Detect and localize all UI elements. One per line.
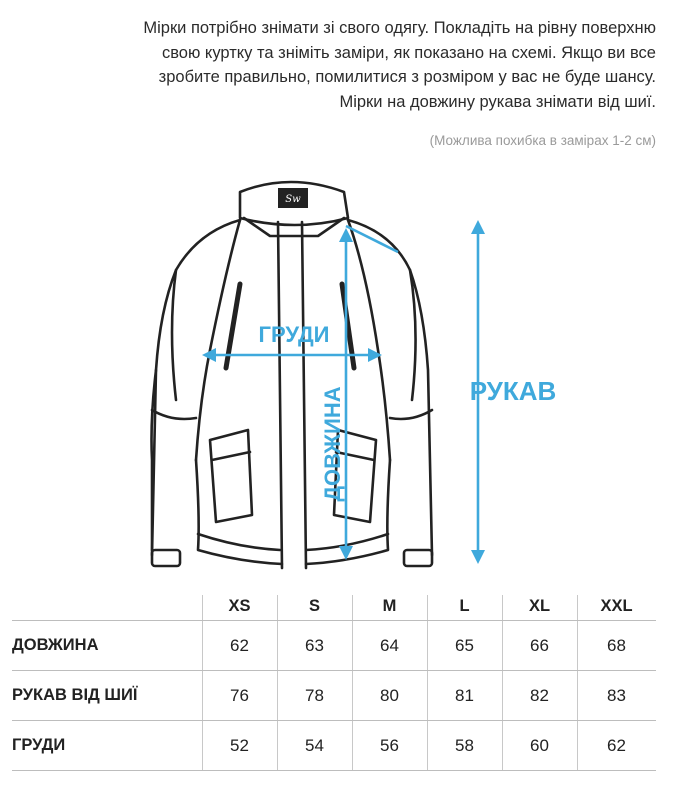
size-table [12,595,656,771]
size-header-s: S [308,597,320,615]
value-length-m: 64 [380,635,399,655]
value-sleeve-xl: 82 [530,685,549,705]
size-header-xl: XL [528,597,551,615]
value-sleeve-xs: 76 [230,685,249,705]
value-sleeve-s: 78 [305,685,324,705]
intro-line-1: Мірки потрібно знімати зі свого одягу. Покладіть на рівну поверхню [143,19,656,37]
sleeve-arrow-top-head [471,220,485,234]
row-label-sleeve: РУКАВ ВІД ШИЇ [12,686,138,704]
row-label-length: ДОВЖИНА [12,636,99,654]
size-header-l: L [459,597,470,615]
chest-label: ГРУДИ [258,322,330,347]
intro-text [16,16,656,114]
value-sleeve-m: 80 [380,685,399,705]
sleeve-label: РУКАВ [469,376,557,406]
value-chest-l: 58 [455,735,474,755]
measurement-error-note: (Можлива похибка в замірах 1-2 см) [429,133,656,148]
value-chest-xs: 52 [230,735,249,755]
value-length-xl: 66 [530,635,549,655]
logo-text: Sw [285,194,301,205]
value-chest-xl: 60 [530,735,549,755]
value-sleeve-l: 81 [455,685,474,705]
jacket-diagram [0,160,680,580]
value-length-s: 63 [305,635,324,655]
table-row-length [12,621,656,671]
jacket-outline [152,182,433,568]
intro-line-2: свою куртку та зніміть заміри, як показано на схемі. Якщо ви все [161,43,656,62]
intro-line-4: Мірки на довжину рукава знімати від шиї. [339,92,656,111]
row-label-chest: ГРУДИ [12,736,66,754]
sleeve-arrow-bottom-head [471,550,485,564]
table-row-sleeve [12,671,656,721]
size-header-xs: XS [228,597,251,615]
value-chest-xxl: 62 [607,735,626,755]
size-header-row [12,595,656,621]
value-chest-m: 56 [380,735,399,755]
value-length-xs: 62 [230,635,249,655]
value-length-xxl: 68 [607,635,626,655]
intro-line-3: зробите правильно, помилитися з розміром у вас не буде шансу. [158,68,656,86]
value-chest-s: 54 [305,735,324,755]
size-header-xxl: XXL [600,597,633,615]
length-label: ДОВЖИНА [320,386,345,502]
table-row-chest [12,721,656,771]
value-length-l: 65 [455,635,474,655]
size-header-m: M [382,597,397,615]
value-sleeve-xxl: 83 [607,685,626,705]
